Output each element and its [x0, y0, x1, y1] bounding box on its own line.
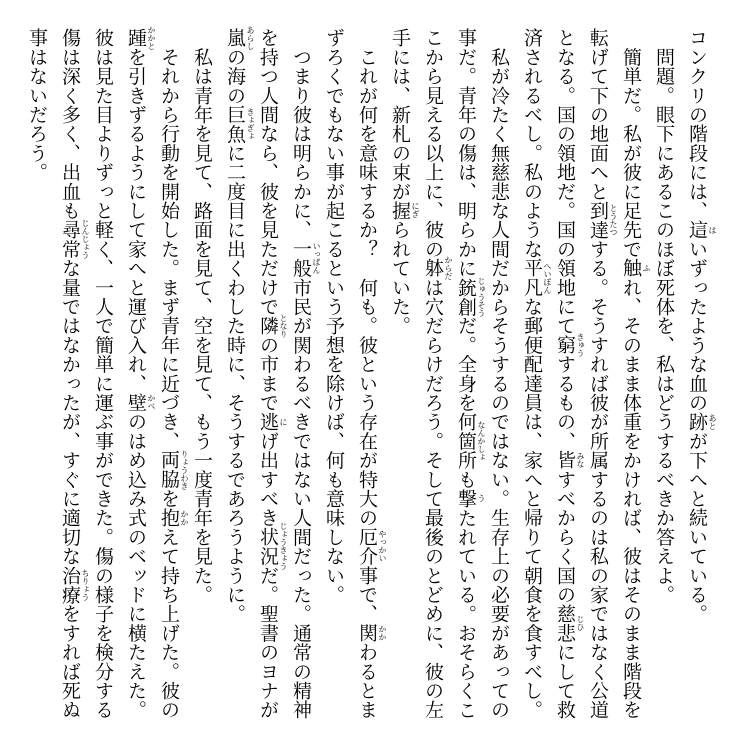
ruby-word	[587, 200, 618, 240]
text-run: コンクリの階段には、	[686, 28, 708, 220]
text-column	[284, 28, 321, 728]
furigana: なんかしょ	[477, 420, 486, 461]
text-run: を引きずるようにして家へと運び入れ、	[125, 47, 147, 393]
text-run: の市まで	[257, 335, 279, 413]
ruby-base: 這	[686, 220, 708, 240]
text-run: も	[455, 469, 477, 489]
text-run: いずったような血の	[686, 239, 708, 413]
text-run: 事だ。青年の傷は、明らかに	[455, 28, 477, 278]
furigana: とうたつ	[609, 204, 618, 237]
ruby-base: 到達	[587, 200, 609, 240]
ruby-word	[125, 25, 156, 50]
furigana: は	[708, 225, 717, 234]
text-run: これが何を意味するか？ 何も。彼という存在が特大の	[356, 28, 378, 528]
furigana: あらし	[246, 25, 255, 50]
furigana: ふ	[642, 264, 651, 272]
text-run: を	[158, 488, 180, 509]
ruby-base: 何箇所	[455, 412, 477, 470]
ruby-base: 一般	[290, 239, 312, 278]
furigana: じょうきょう	[279, 522, 288, 571]
text-run: げ出すべき	[257, 431, 279, 528]
ruby-word	[686, 412, 717, 432]
document-body	[20, 25, 717, 728]
ruby-word	[620, 258, 651, 278]
furigana: へいぼん	[543, 261, 552, 294]
furigana: ちりょう	[81, 568, 90, 601]
ruby-base: 跡	[686, 412, 708, 432]
text-run: が下へと続いている。	[686, 431, 708, 624]
ruby-base: 状況	[257, 527, 279, 566]
ruby-base: 握	[389, 200, 411, 221]
ruby-base: 銃創	[455, 277, 477, 317]
text-run: だ。全身を	[455, 316, 477, 413]
text-column	[350, 28, 387, 728]
ruby-word	[554, 332, 585, 357]
ruby-base: 抱	[158, 508, 180, 528]
ruby-word	[389, 200, 420, 221]
ruby-word	[455, 488, 486, 509]
text-run: れ、そのまま体重をかければ、彼はそのまま階段を	[620, 277, 642, 720]
furigana: あと	[708, 413, 717, 430]
text-column	[449, 28, 486, 728]
text-run: それから行動を開始した。まず青年に近づき、	[158, 28, 180, 451]
text-run: 私が冷たく無慈悲な人間だからそうするのではない。生存上の必要があっての	[488, 28, 510, 720]
text-column	[86, 28, 119, 728]
text-run: えて持ち上げた。彼の	[158, 527, 180, 720]
furigana: かかと	[147, 25, 156, 50]
furigana: みな	[576, 452, 585, 468]
text-run: な郵便配達員は、家へと帰りて朝食を食すべし。	[521, 296, 543, 720]
text-run: 事で、	[356, 565, 378, 624]
text-run: 問題。眼下にあるこのほぼ死体を、私はどうするべきか答えよ。	[653, 28, 675, 604]
furigana: りょうわき	[180, 449, 189, 490]
text-run: の海の	[224, 47, 246, 105]
text-column	[251, 28, 288, 728]
text-run: な量ではなかったが、すぐに適切な	[59, 258, 81, 566]
furigana: に	[279, 417, 288, 426]
ruby-word	[257, 313, 288, 338]
ruby-word	[257, 412, 288, 432]
text-run: のはめ込み式のベッドに横たえた。	[125, 412, 147, 720]
text-column	[119, 25, 156, 728]
text-run: 簡単だ。私が彼に足先で	[620, 28, 642, 259]
ruby-word	[455, 412, 486, 470]
text-run: 彼は見た目よりずっと軽く、一人で簡単に運ぶ事ができた。傷の様子を検分する	[92, 28, 114, 720]
text-run: 私は青年を見て、路面を見て、空を見て、もう一度青年を見た。	[191, 28, 213, 604]
text-run: 手には、新札の束が	[389, 28, 411, 201]
furigana: かか	[180, 509, 189, 526]
text-run: は穴だらけだろう。そして最後のとどめに、彼の左	[422, 277, 444, 720]
ruby-word	[59, 219, 90, 260]
text-run: こから見える以上に、彼の	[422, 28, 444, 259]
ruby-base: 逃	[257, 412, 279, 432]
ruby-base: 隣	[257, 316, 279, 336]
text-run: する。そうすれば彼が所属するのは私の家ではなく公道	[587, 239, 609, 720]
text-run: 事はないだろう。	[26, 28, 48, 182]
text-column	[383, 28, 420, 728]
ruby-word	[554, 604, 585, 643]
ruby-base: 皆	[554, 450, 576, 470]
text-run: わるとま	[356, 642, 378, 720]
ruby-base: 壁	[125, 392, 147, 413]
text-column	[152, 28, 189, 728]
furigana: からだ	[444, 256, 453, 280]
ruby-base: 慈悲	[554, 604, 576, 643]
ruby-word	[356, 623, 387, 643]
furigana: にぎ	[411, 202, 420, 219]
ruby-word	[686, 220, 717, 240]
text-run: に二度目に出くわした時に、そうするであろうように。	[224, 143, 246, 624]
ruby-word	[455, 276, 486, 317]
furigana: となり	[279, 313, 288, 338]
text-column	[647, 28, 680, 728]
ruby-base: 巨魚	[224, 104, 246, 144]
ruby-word	[290, 239, 321, 278]
furigana: かか	[378, 624, 387, 641]
ruby-base: 厄介	[356, 527, 378, 566]
ruby-base: 嵐	[224, 28, 246, 48]
ruby-word	[521, 258, 552, 297]
ruby-word	[125, 392, 156, 413]
text-column	[218, 25, 255, 728]
text-run: ずろくでもない事が起こるという予想を除けば、何も意味しない。	[323, 28, 345, 604]
text-column	[581, 28, 618, 728]
ruby-base: 関	[356, 623, 378, 643]
text-run: するもの、	[554, 354, 576, 451]
ruby-base: 撃	[455, 488, 477, 509]
furigana: じひ	[576, 615, 585, 632]
text-column	[515, 28, 552, 728]
furigana: きゅう	[576, 332, 585, 357]
text-run: 傷は深く多く、出血も	[59, 28, 81, 220]
furigana: じんじょう	[81, 219, 90, 260]
text-run: つまり彼は明らかに、	[290, 28, 312, 240]
text-column	[20, 28, 53, 728]
text-column	[317, 28, 350, 728]
furigana: やっかい	[378, 530, 387, 563]
text-column	[416, 28, 453, 728]
ruby-word	[257, 522, 288, 571]
text-run: 転げて下の地面へと	[587, 28, 609, 201]
ruby-word	[422, 256, 453, 280]
ruby-base: 躰	[422, 258, 444, 278]
ruby-word	[158, 508, 189, 528]
text-column	[680, 28, 717, 728]
text-column	[482, 28, 515, 728]
text-run: 済されるべし。私のような	[521, 28, 543, 259]
furigana: じゅうそう	[477, 276, 486, 317]
ruby-base: 触	[620, 258, 642, 278]
text-column	[614, 28, 651, 728]
furigana: いっぱん	[312, 242, 321, 275]
text-run: たれている。おそらくこ	[455, 508, 477, 720]
furigana: かべ	[147, 394, 156, 411]
ruby-base: 尋常	[59, 220, 81, 259]
ruby-base: 踵	[125, 28, 147, 48]
text-run: られていた。	[389, 220, 411, 336]
ruby-base: 平凡	[521, 258, 543, 297]
furigana: う	[477, 494, 486, 503]
text-run: をすれば死ぬ	[59, 604, 81, 720]
ruby-word	[554, 450, 585, 470]
text-column	[548, 28, 585, 728]
text-column	[53, 28, 90, 728]
text-run: すべからく国の	[554, 469, 576, 605]
text-column	[185, 28, 218, 728]
text-run: を持つ人間なら、彼を見ただけで	[257, 28, 279, 316]
text-run: にして救	[554, 642, 576, 720]
ruby-word	[224, 104, 255, 144]
ruby-word	[59, 565, 90, 605]
ruby-word	[224, 25, 255, 50]
ruby-base: 両脇	[158, 450, 180, 489]
furigana: きょぎょ	[246, 108, 255, 141]
ruby-base: 治療	[59, 565, 81, 605]
ruby-base: 窮	[554, 335, 576, 355]
ruby-word	[158, 449, 189, 490]
text-run: 市民が関わるべきではない人間だった。通常の精神	[290, 277, 312, 720]
ruby-word	[356, 527, 387, 566]
text-run: となる。国の領地だ。国の領地にて	[554, 28, 576, 336]
text-run: だ。聖書のヨナが	[257, 565, 279, 720]
